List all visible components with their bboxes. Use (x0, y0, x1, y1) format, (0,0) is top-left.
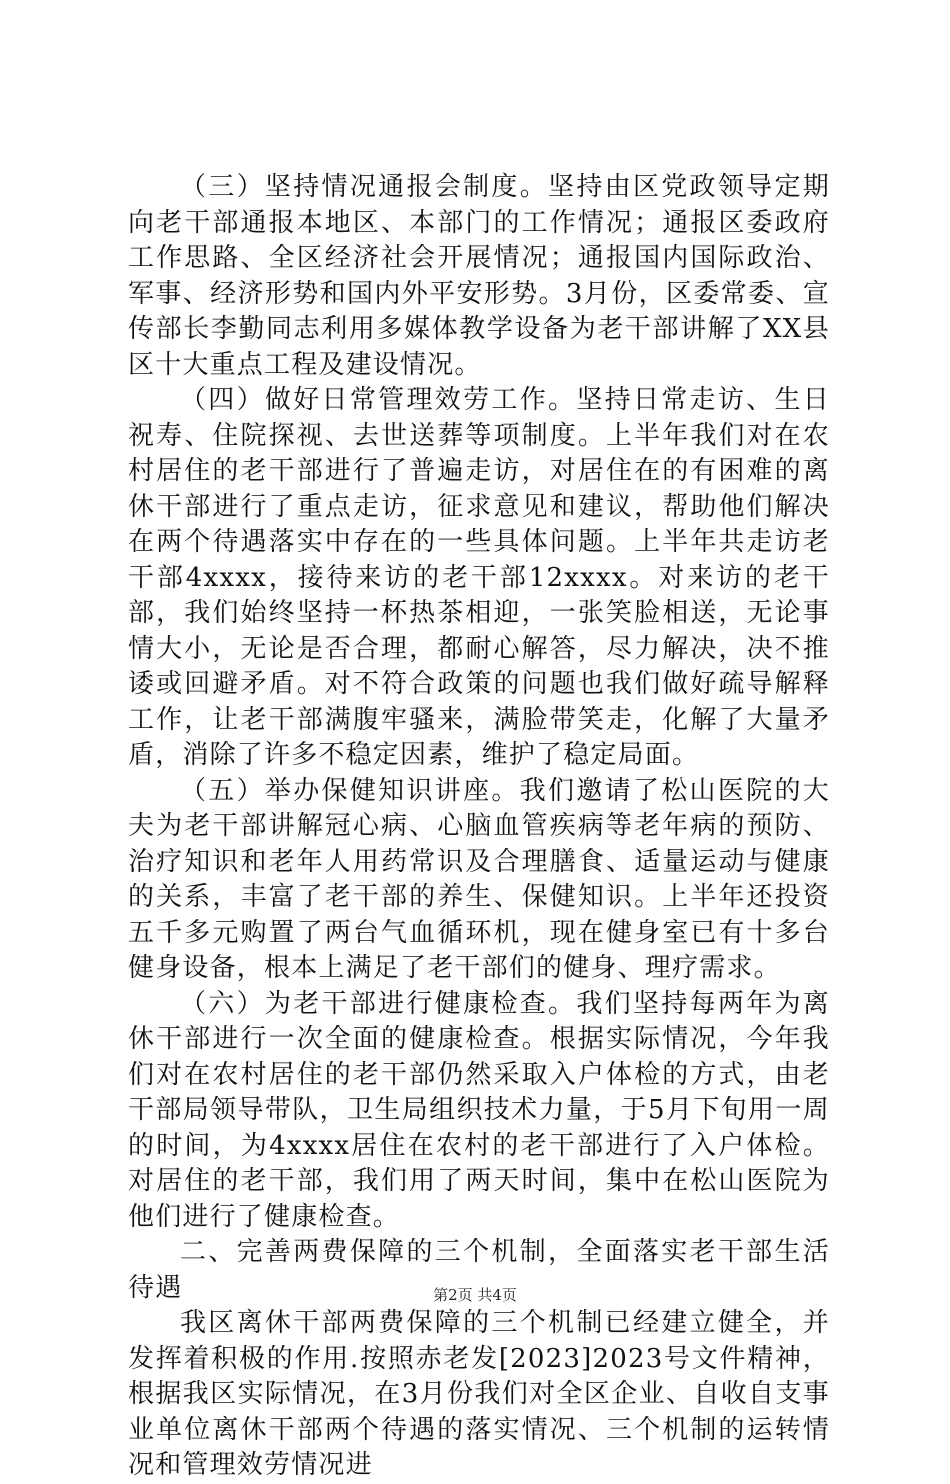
paragraph-daily-management: （四）做好日常管理效劳工作。坚持日常走访、生日祝寿、住院探视、去世送葬等项制度。上半年我们对在农村居住的老干部进行了普遍走访，对居住在的有困难的离休干部进行了重点走访，征求意见和建议，帮助他们解决在两个待遇落实中存在的一些具体问题。上半年共走访老干部4xxxx，接待来访的老干部12xxxx。对来访的老干部，我们始终坚持一杯热茶相迎，一张笑脸相送，无论事情大小，无论是否合理，都耐心解答，尽力解决，决不推诿或回避矛盾。对不符合政策的问题也我们做好疏导解释工作，让老干部满腹牢骚来，满脸带笑走，化解了大量矛盾，消除了许多不稳定因素，维护了稳定局面。 (128, 385, 830, 770)
paragraph-guarantee-mechanisms: 我区离休干部两费保障的三个机制已经建立健全，并发挥着积极的作用.按照赤老发[2023]2023号文件精神，根据我区实际情况，在3月份我们对全区企业、自收自支事业单位离休干部两个待遇的落实情况、三个机制的运转情况和管理效劳情况进 (128, 1308, 830, 1480)
page-number-footer: 第2页 共4页 (433, 1286, 517, 1304)
paragraph-health-lectures: （五）举办保健知识讲座。我们邀请了松山医院的大夫为老干部讲解冠心病、心脑血管疾病等老年病的预防、治疗知识和老年人用药常识及合理膳食、适量运动与健康的关系，丰富了老干部的养生、保健知识。上半年还投资五千多元购置了两台气血循环机，现在健身室已有十多台健身设备，根本上满足了老干部们的健身、理疗需求。 (128, 775, 830, 983)
section-heading-two: 二、完善两费保障的三个机制，全面落实老干部生活待遇 (128, 1237, 830, 1303)
paragraph-health-checkups: （六）为老干部进行健康检查。我们坚持每两年为离休干部进行一次全面的健康检查。根据实际情况，今年我们对在农村居住的老干部仍然采取入户体检的方式，由老干部局领导带队，卫生局组织技术力量，于5月下旬用一周的时间，为4xxxx居住在农村的老干部进行了入户体检。对居住的老干部，我们用了两天时间，集中在松山医院为他们进行了健康检查。 (128, 988, 830, 1232)
paragraph-briefing-system: （三）坚持情况通报会制度。坚持由区党政领导定期向老干部通报本地区、本部门的工作情况；通报区委政府工作思路、全区经济社会开展情况；通报国内国际政治、军事、经济形势和国内外平安形势。3月份，区委常委、宣传部长李勤同志利用多媒体教学设备为老干部讲解了XX县区十大重点工程及建设情况。 (128, 172, 830, 380)
